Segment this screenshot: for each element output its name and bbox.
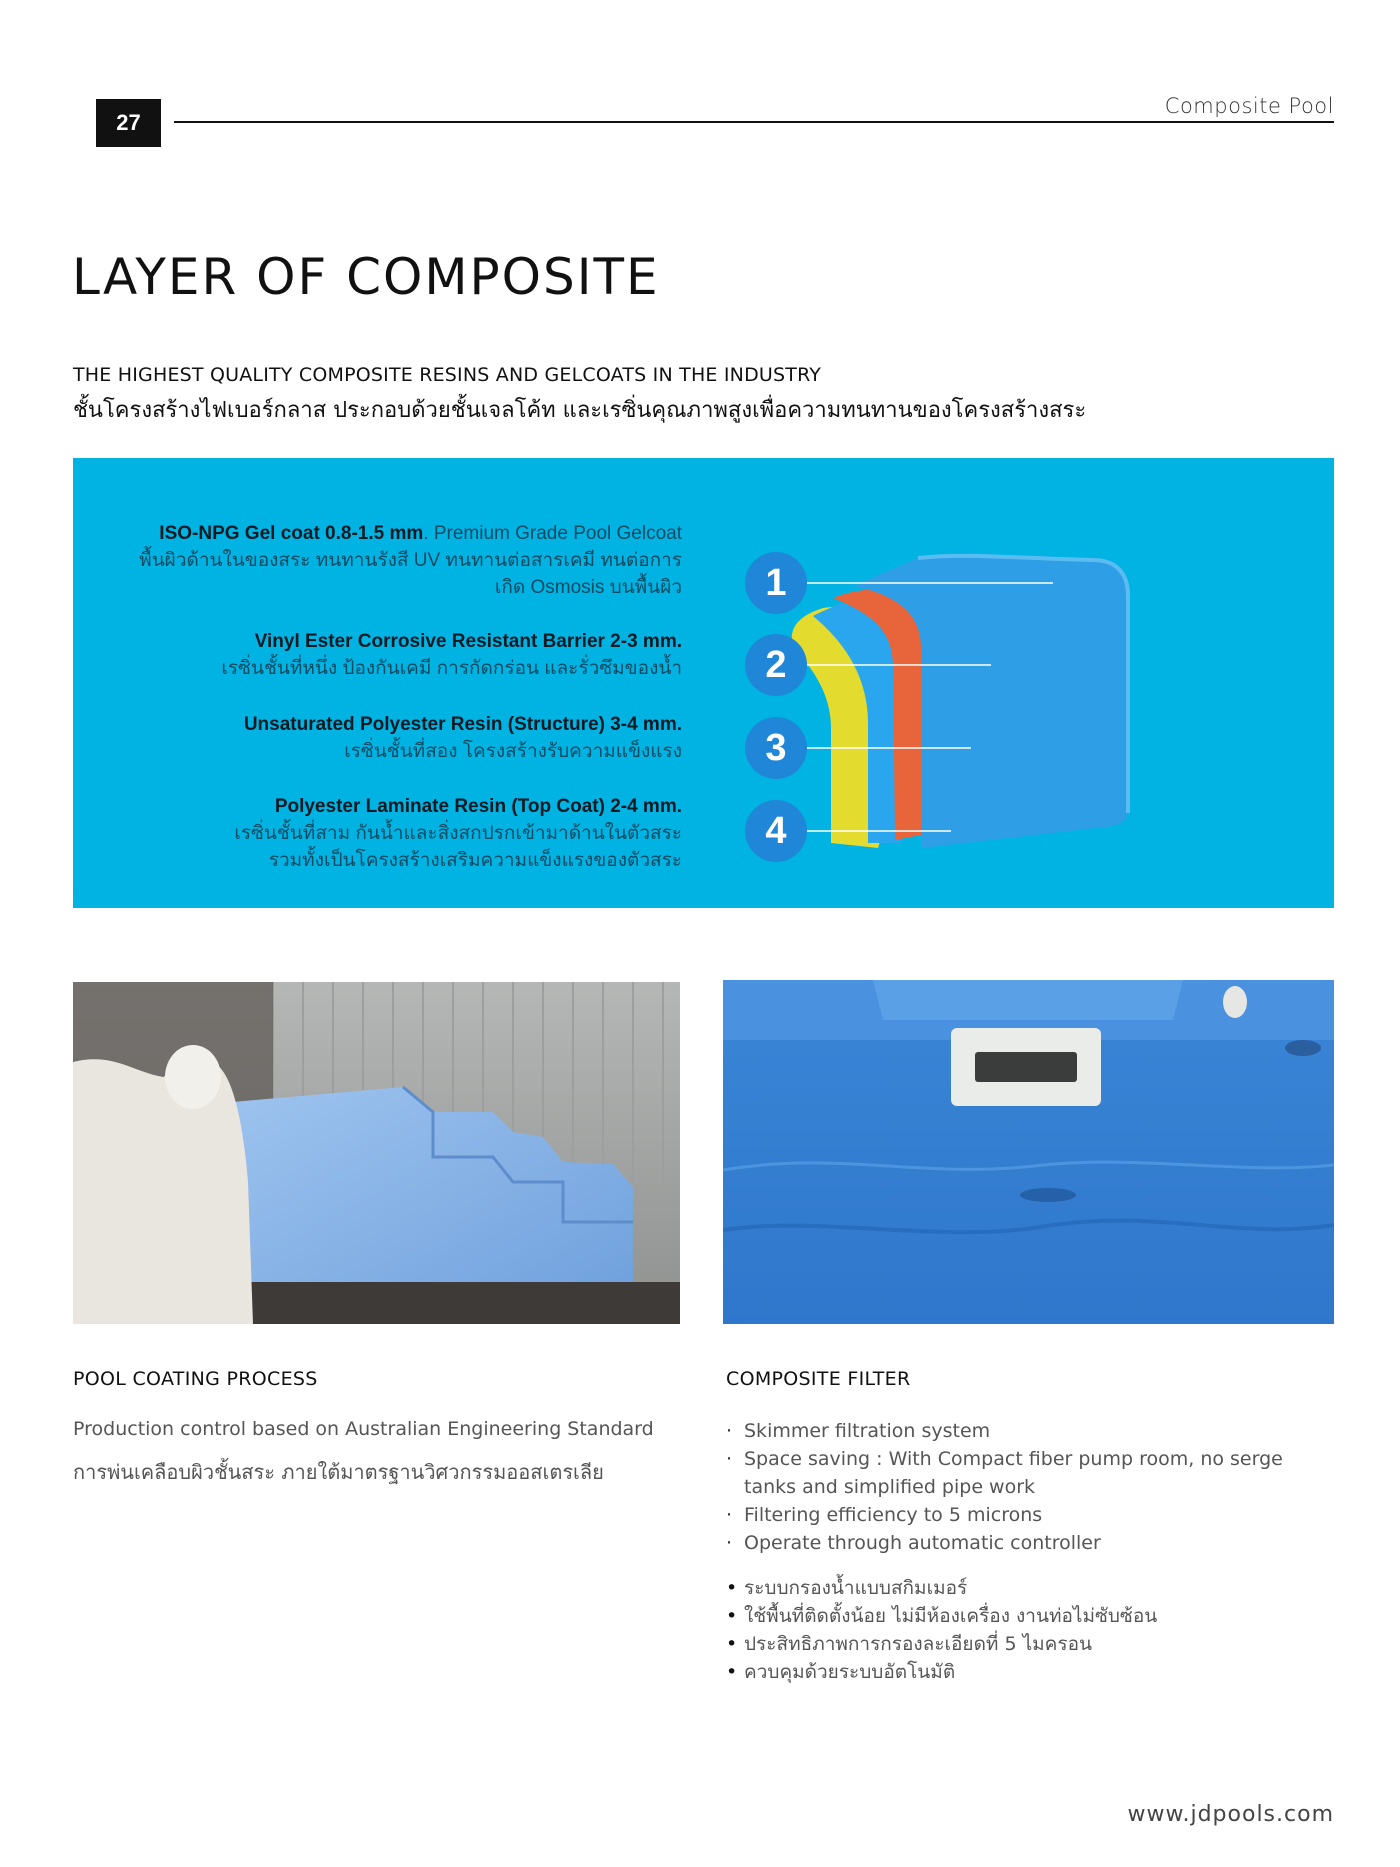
layers-panel bbox=[73, 458, 1334, 908]
header-rule bbox=[174, 121, 1334, 123]
layer-4-title: Polyester Laminate Resin (Top Coat) 2-4 mm. bbox=[274, 796, 682, 817]
filter-feature-item: · Space saving : With Compact fiber pump room, no serge tanks and simplified pipe work bbox=[726, 1445, 1326, 1501]
page-title: LAYER OF COMPOSITE bbox=[72, 248, 660, 306]
layer-1-thai-line-2: เกิด Osmosis บนพื้นผิว bbox=[494, 577, 682, 598]
composite-filter-heading: COMPOSITE FILTER bbox=[726, 1368, 911, 1390]
layer-3-description bbox=[82, 711, 682, 765]
footer-website: www.jdpools.com bbox=[1127, 1802, 1334, 1827]
filter-feature-item-thai: • ประสิทธิภาพการกรองละเอียดที่ 5 ไมครอน bbox=[726, 1630, 1326, 1658]
section-title: Composite Pool bbox=[1164, 94, 1334, 118]
layer-4-description bbox=[82, 793, 682, 874]
layer-2-description bbox=[82, 628, 682, 682]
layer-4-thai-line-2: รวมทั้งเป็นโครงสร้างเสริมความแข็งแรงของตัวสระ bbox=[268, 850, 682, 871]
pool-coating-photo bbox=[73, 982, 680, 1324]
layer-1-title: ISO-NPG Gel coat 0.8-1.5 mm bbox=[159, 523, 424, 544]
filter-features-thai bbox=[726, 1574, 1326, 1686]
pool-coating-heading: POOL COATING PROCESS bbox=[73, 1368, 318, 1390]
composite-filter-photo bbox=[723, 980, 1334, 1324]
layer-number-badge-3: 3 bbox=[745, 717, 807, 779]
filter-feature-item: · Skimmer filtration system bbox=[726, 1417, 1326, 1445]
layer-3-thai-line-1: เรซิ่นชั้นที่สอง โครงสร้างรับความแข็งแรง bbox=[344, 741, 682, 762]
layer-1-thai-line-1: พื้นผิวด้านในของสระ ทนทานรังสี UV ทนทานต่อสารเคมี ทนต่อการ bbox=[139, 550, 682, 571]
layer-number-badge-1: 1 bbox=[745, 552, 807, 614]
subtitle-thai: ชั้นโครงสร้างไฟเบอร์กลาส ประกอบด้วยชั้นเจลโค้ท และเรซิ่นคุณภาพสูงเพื่อความทนทานของโครงสร้างสระ bbox=[73, 398, 1087, 423]
layer-number-badge-4: 4 bbox=[745, 800, 807, 862]
filter-feature-item-thai: • ระบบกรองน้ำแบบสกิมเมอร์ bbox=[726, 1574, 1326, 1602]
filter-feature-item: · Filtering efficiency to 5 microns bbox=[726, 1501, 1326, 1529]
subtitle-english: THE HIGHEST QUALITY COMPOSITE RESINS AND GELCOATS IN THE INDUSTRY bbox=[73, 364, 822, 386]
layer-2-thai-line-1: เรซิ่นชั้นที่หนึ่ง ป้องกันเคมี การกัดกร่อน และรั่วซึมของน้ำ bbox=[221, 658, 682, 679]
layer-4-thai-line-1: เรซิ่นชั้นที่สาม กันน้ำและสิ่งสกปรกเข้ามาด้านในตัวสระ bbox=[234, 823, 682, 844]
filter-feature-item-thai: • ควบคุมด้วยระบบอัตโนมัติ bbox=[726, 1658, 1326, 1686]
pool-coating-text-english: Production control based on Australian Engineering Standard bbox=[73, 1418, 654, 1440]
filter-feature-item-thai: • ใช้พื้นที่ติดตั้งน้อย ไม่มีห้องเครื่อง งานท่อไม่ซับซ้อน bbox=[726, 1602, 1326, 1630]
pool-coating-text-thai: การพ่นเคลือบผิวชั้นสระ ภายใต้มาตรฐานวิศวกรรมออสเตรเลีย bbox=[73, 1460, 604, 1484]
filter-features-english bbox=[726, 1417, 1326, 1557]
layer-number-badge-2: 2 bbox=[745, 634, 807, 696]
layer-1-title-suffix: . Premium Grade Pool Gelcoat bbox=[423, 523, 682, 544]
filter-feature-item: · Operate through automatic controller bbox=[726, 1529, 1326, 1557]
layer-2-title: Vinyl Ester Corrosive Resistant Barrier 2-3 mm. bbox=[254, 631, 682, 652]
layer-1-description bbox=[82, 520, 682, 601]
page-number: 27 bbox=[96, 99, 161, 147]
layer-3-title: Unsaturated Polyester Resin (Structure) 3-4 mm. bbox=[243, 714, 682, 735]
